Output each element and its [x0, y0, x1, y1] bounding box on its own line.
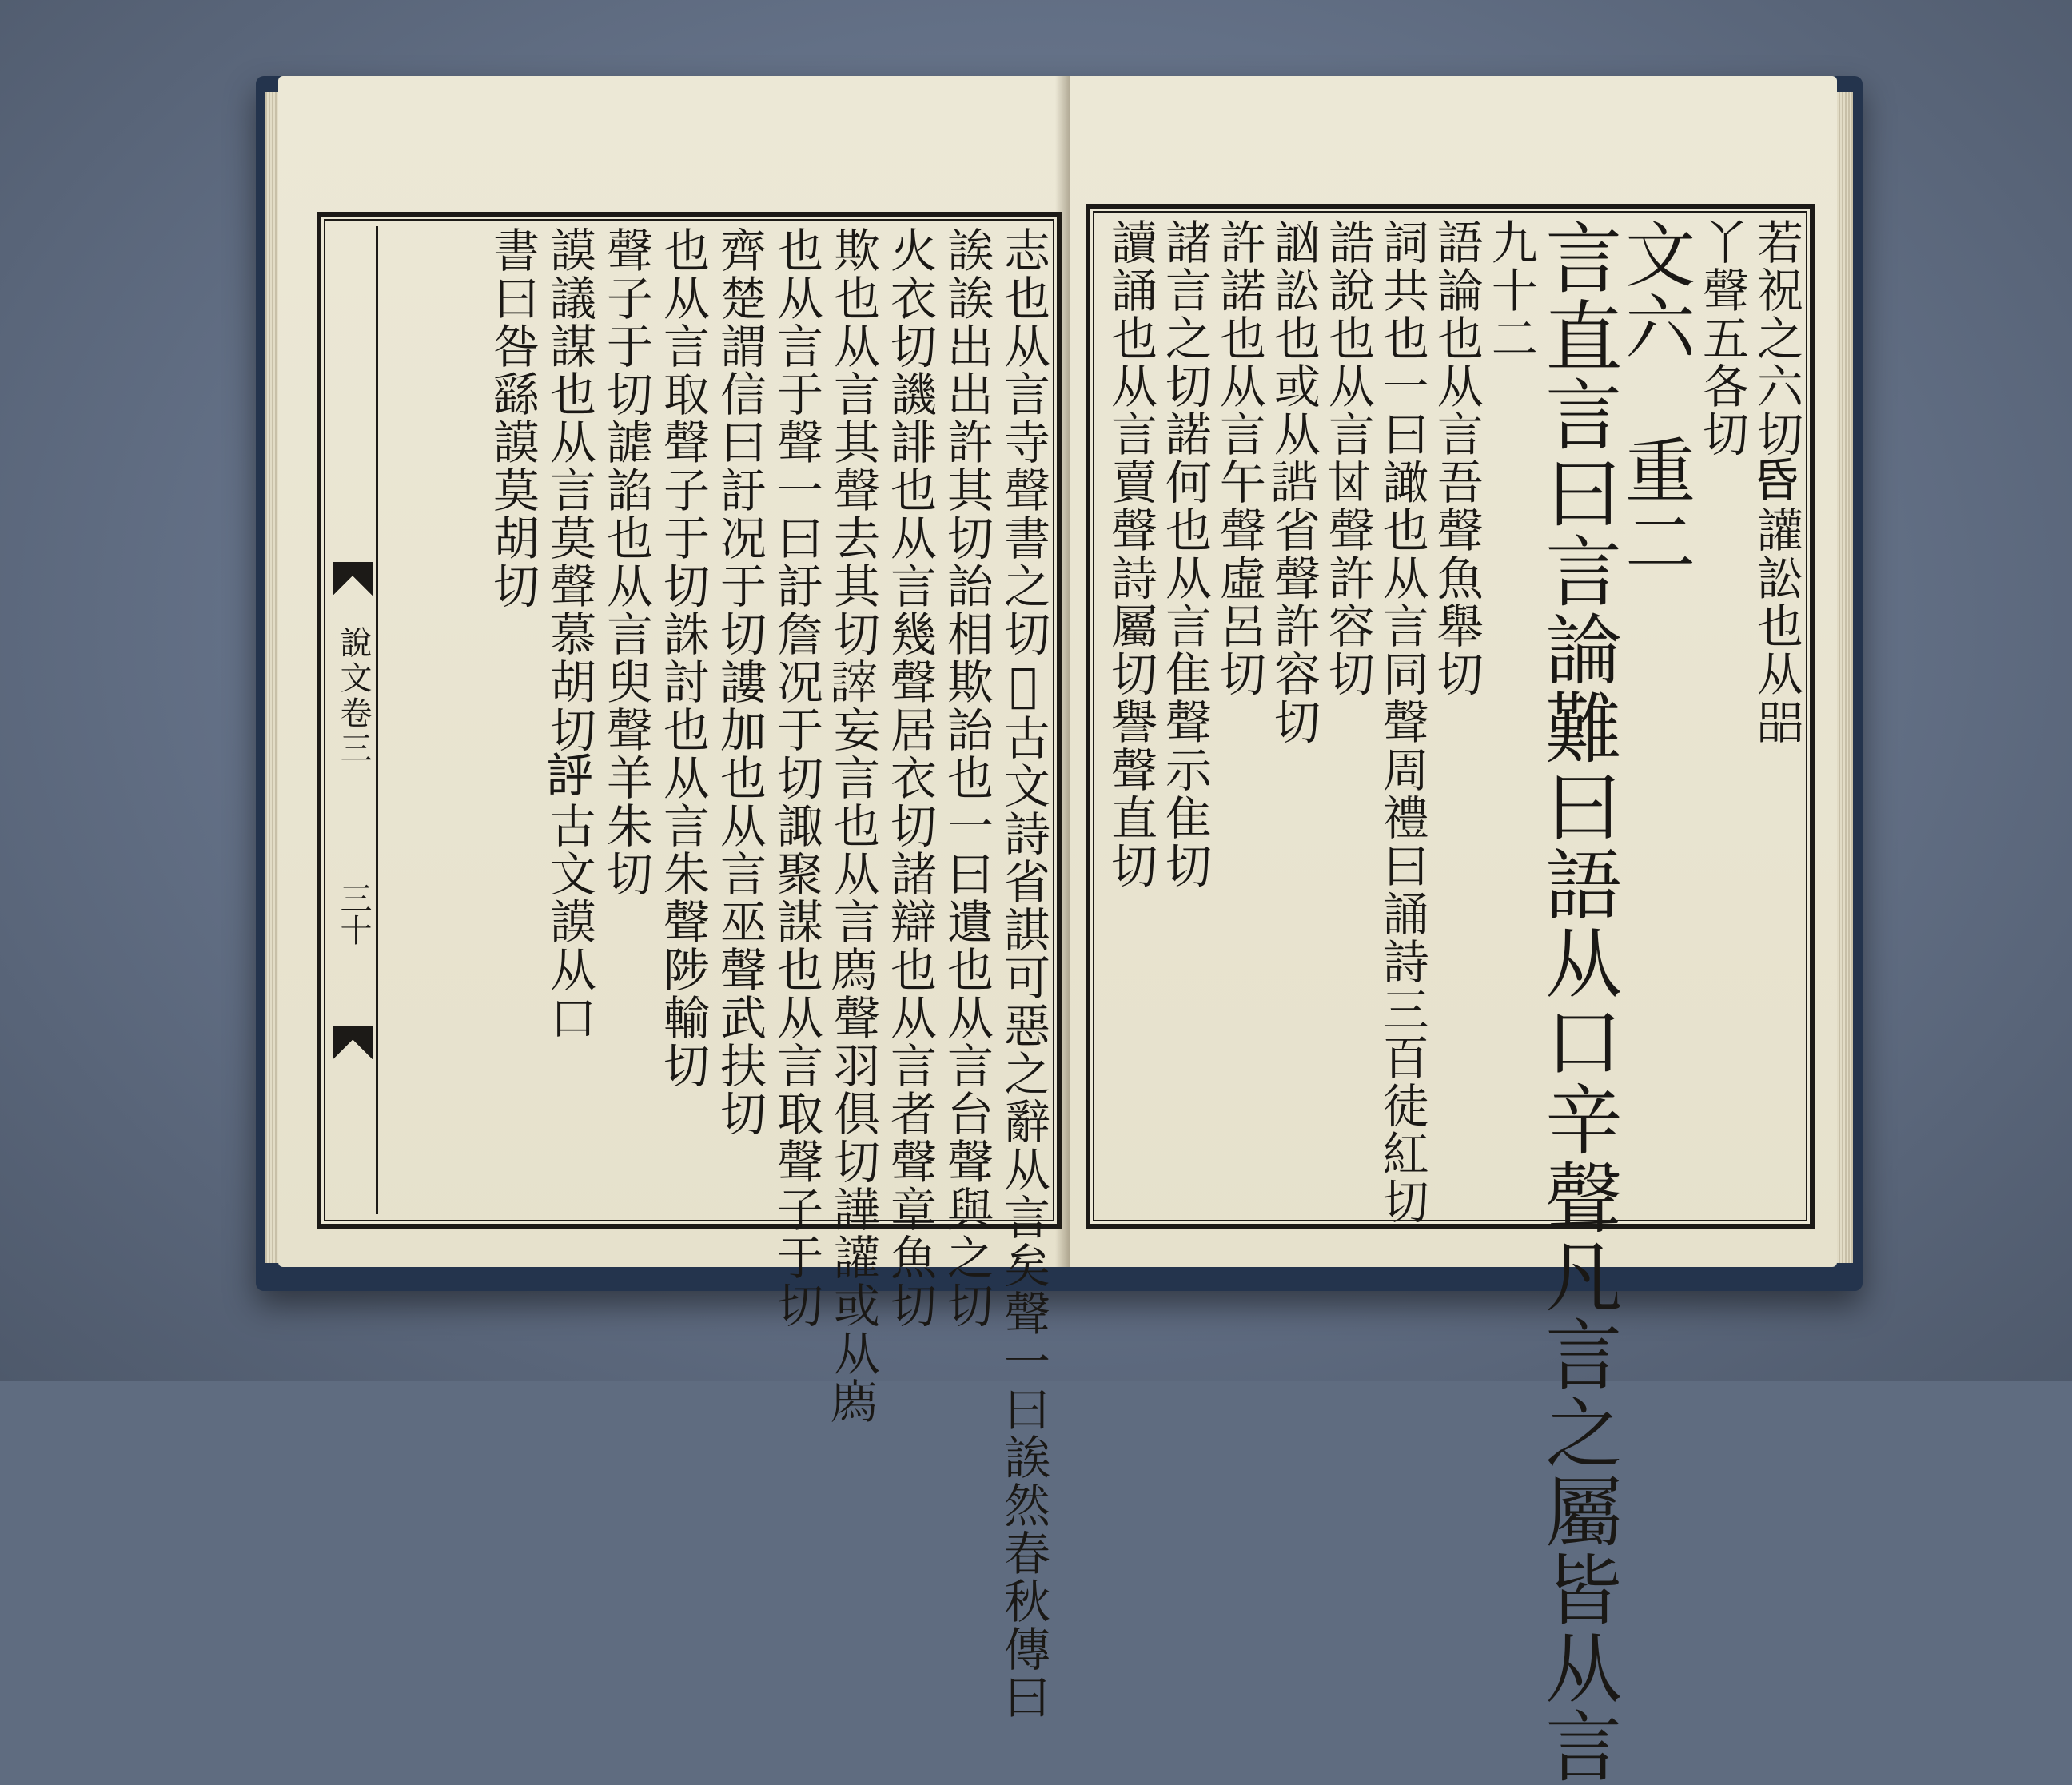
- text-column: 許諾也从言午聲虛呂切: [1211, 218, 1266, 698]
- folio-number: 三十: [335, 882, 372, 946]
- text-column: 誥說也从言𠀠聲許容切: [1320, 218, 1375, 698]
- left-text-block: [385, 226, 1050, 1721]
- banxin-center-column: [326, 226, 378, 1214]
- fishtail-ornament-top: [333, 562, 373, 610]
- text-column: 詞共也一曰譀也从言同聲周禮曰誦詩三百徒紅切: [1374, 218, 1429, 1225]
- text-column: 也从言取聲子于切誅討也从言朱聲陟輸切: [655, 226, 710, 1090]
- text-column: 齊楚謂信曰訏况于切謱加也从言巫聲武扶切: [712, 226, 767, 1138]
- left-page-frame: [317, 212, 1062, 1721]
- section-count: 文六 重二: [1614, 218, 1697, 578]
- right-page-frame: [1086, 204, 1815, 1785]
- text-column: 也从言于聲一曰訏詹况于切諏聚謀也从言取聲子于切: [769, 226, 823, 1329]
- right-page: [1070, 76, 1837, 1785]
- text-column: 謨議謀也从言莫聲慕胡切𧦝古文謨从口: [542, 226, 596, 1042]
- text-column: 書曰咎繇謨莫胡切: [485, 226, 540, 610]
- text-column: 誒誒出出許其切詒相欺詒也一曰遺也从言台聲與之切: [939, 226, 994, 1329]
- text-column: 語論也从言吾聲魚舉切: [1428, 218, 1484, 698]
- open-book: [256, 76, 1863, 1785]
- text-column: 諸言之切諾何也从言隹聲示隹切: [1157, 218, 1212, 890]
- right-text-block: [1100, 218, 1803, 1785]
- left-page: [278, 76, 1070, 1721]
- text-column: 若祝之六切𠯑讙訟也从㗊: [1749, 218, 1803, 746]
- text-column: 丫聲五各切: [1695, 218, 1750, 458]
- banxin-title: 說文卷三: [335, 626, 372, 767]
- radical-number: 九十二: [1483, 218, 1538, 362]
- text-column: 火衣切譏誹也从言幾聲居衣切諸辯也从言者聲章魚切: [883, 226, 937, 1329]
- text-column: 訩訟也或从𧩢省聲許容切: [1265, 218, 1321, 746]
- text-column: 志也从言寺聲書之切𧥚古文詩省諆可惡之辭从言矣聲一曰誒然春秋傳曰: [996, 226, 1050, 1721]
- fishtail-ornament-bottom: [333, 1026, 373, 1074]
- text-column: 聲子于切謔諂也从言臾聲羊朱切: [599, 226, 653, 898]
- page-edge-right: [1835, 92, 1853, 1263]
- text-column: 讀誦也从言賣聲詩屬切譽聲直切: [1103, 218, 1158, 890]
- radical-heading: 言直言曰言論難曰語从口辛聲凡言之屬皆从言: [1532, 218, 1623, 1785]
- text-column: 欺也从言其聲去其切𧫒妄言也从言𢊁聲羽俱切譁讙或从𢊁: [826, 226, 880, 1425]
